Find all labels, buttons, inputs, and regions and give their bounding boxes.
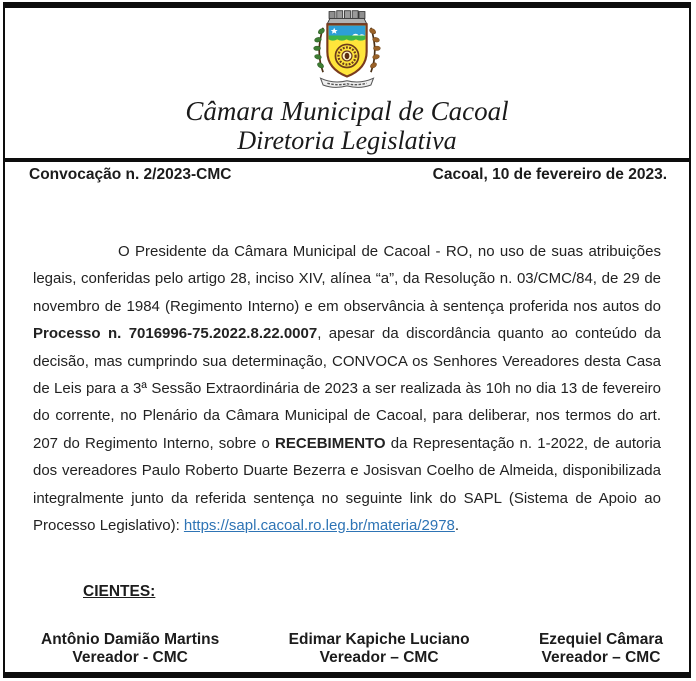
right-branch	[369, 27, 381, 72]
signature-edimar	[289, 631, 470, 666]
signature-antonio	[41, 631, 219, 666]
paragraph-segment: , apesar da discordância quanto ao conteúdo da decisão, mas cumprindo sua determinação, CONVOCA os Senhores Vereadores desta Casa de Leis para a 3ª Sessão Extraordinária de 2023 a ser realizada às 10h no dia 13 de fevereiro do corrente, no Plenário da Câmara Municipal de Cacoal, para deliberar, nos termos do art. 207 do Regimento Interno, sobre o	[33, 325, 661, 452]
meta-row	[5, 162, 689, 184]
org-title: Câmara Municipal de Cacoal	[185, 96, 509, 126]
doc-number: Convocação n. 2/2023-CMC	[29, 166, 232, 183]
mural-crown-icon	[327, 11, 366, 24]
dept-title: Diretoria Legislativa	[237, 126, 457, 155]
paragraph-segment: da Representação n. 1-2022, de autoria dos vereadores Paulo Roberto Duarte Bezerra e Josisvan Coelho de Almeida, disponibilizada integralmente junto da referida sentença no seguinte link do SAPL (Sistema de Apoio ao Processo Legislativo):	[33, 434, 661, 535]
paragraph-segment: Processo n. 7016996-75.2022.8.22.0007	[33, 325, 318, 343]
paragraph-segment: O Presidente da Câmara Municipal de Cacoal - RO, no uso de suas atribuições legais, conferidas pelo artigo 28, inciso XIV, alínea “a”, da Resolução n. 03/CMC/84, de 29 de novembro de 1984 (Regimento Interno) e em observância à sentença proferida nos autos do	[33, 243, 661, 315]
signature-row	[5, 631, 689, 666]
document-page	[3, 2, 691, 678]
paragraph-segment: .	[454, 517, 460, 535]
signer-role: Vereador - CMC	[72, 648, 188, 666]
signer-name: Antônio Damião Martins	[41, 631, 220, 649]
signer-role: Vereador – CMC	[541, 648, 661, 666]
place-date: Cacoal, 10 de fevereiro de 2023.	[432, 166, 667, 183]
left-branch	[314, 27, 326, 72]
document-header	[5, 8, 689, 155]
cientes-heading: CIENTES:	[83, 583, 156, 601]
signer-name: Ezequiel Câmara	[538, 631, 663, 649]
signature-ezequiel	[539, 631, 663, 666]
signer-role: Vereador – CMC	[319, 648, 439, 666]
paragraph-segment: RECEBIMENTO	[275, 434, 386, 452]
ribbon-banner	[321, 78, 374, 87]
coat-of-arms	[304, 9, 390, 91]
signer-name: Edimar Kapiche Luciano	[288, 631, 470, 649]
coat-of-arms-graphic	[304, 9, 390, 91]
sapl-materia-link[interactable]: https://sapl.cacoal.ro.leg.br/materia/2978	[183, 517, 455, 535]
convocation-paragraph	[33, 238, 661, 539]
shield	[327, 24, 366, 76]
